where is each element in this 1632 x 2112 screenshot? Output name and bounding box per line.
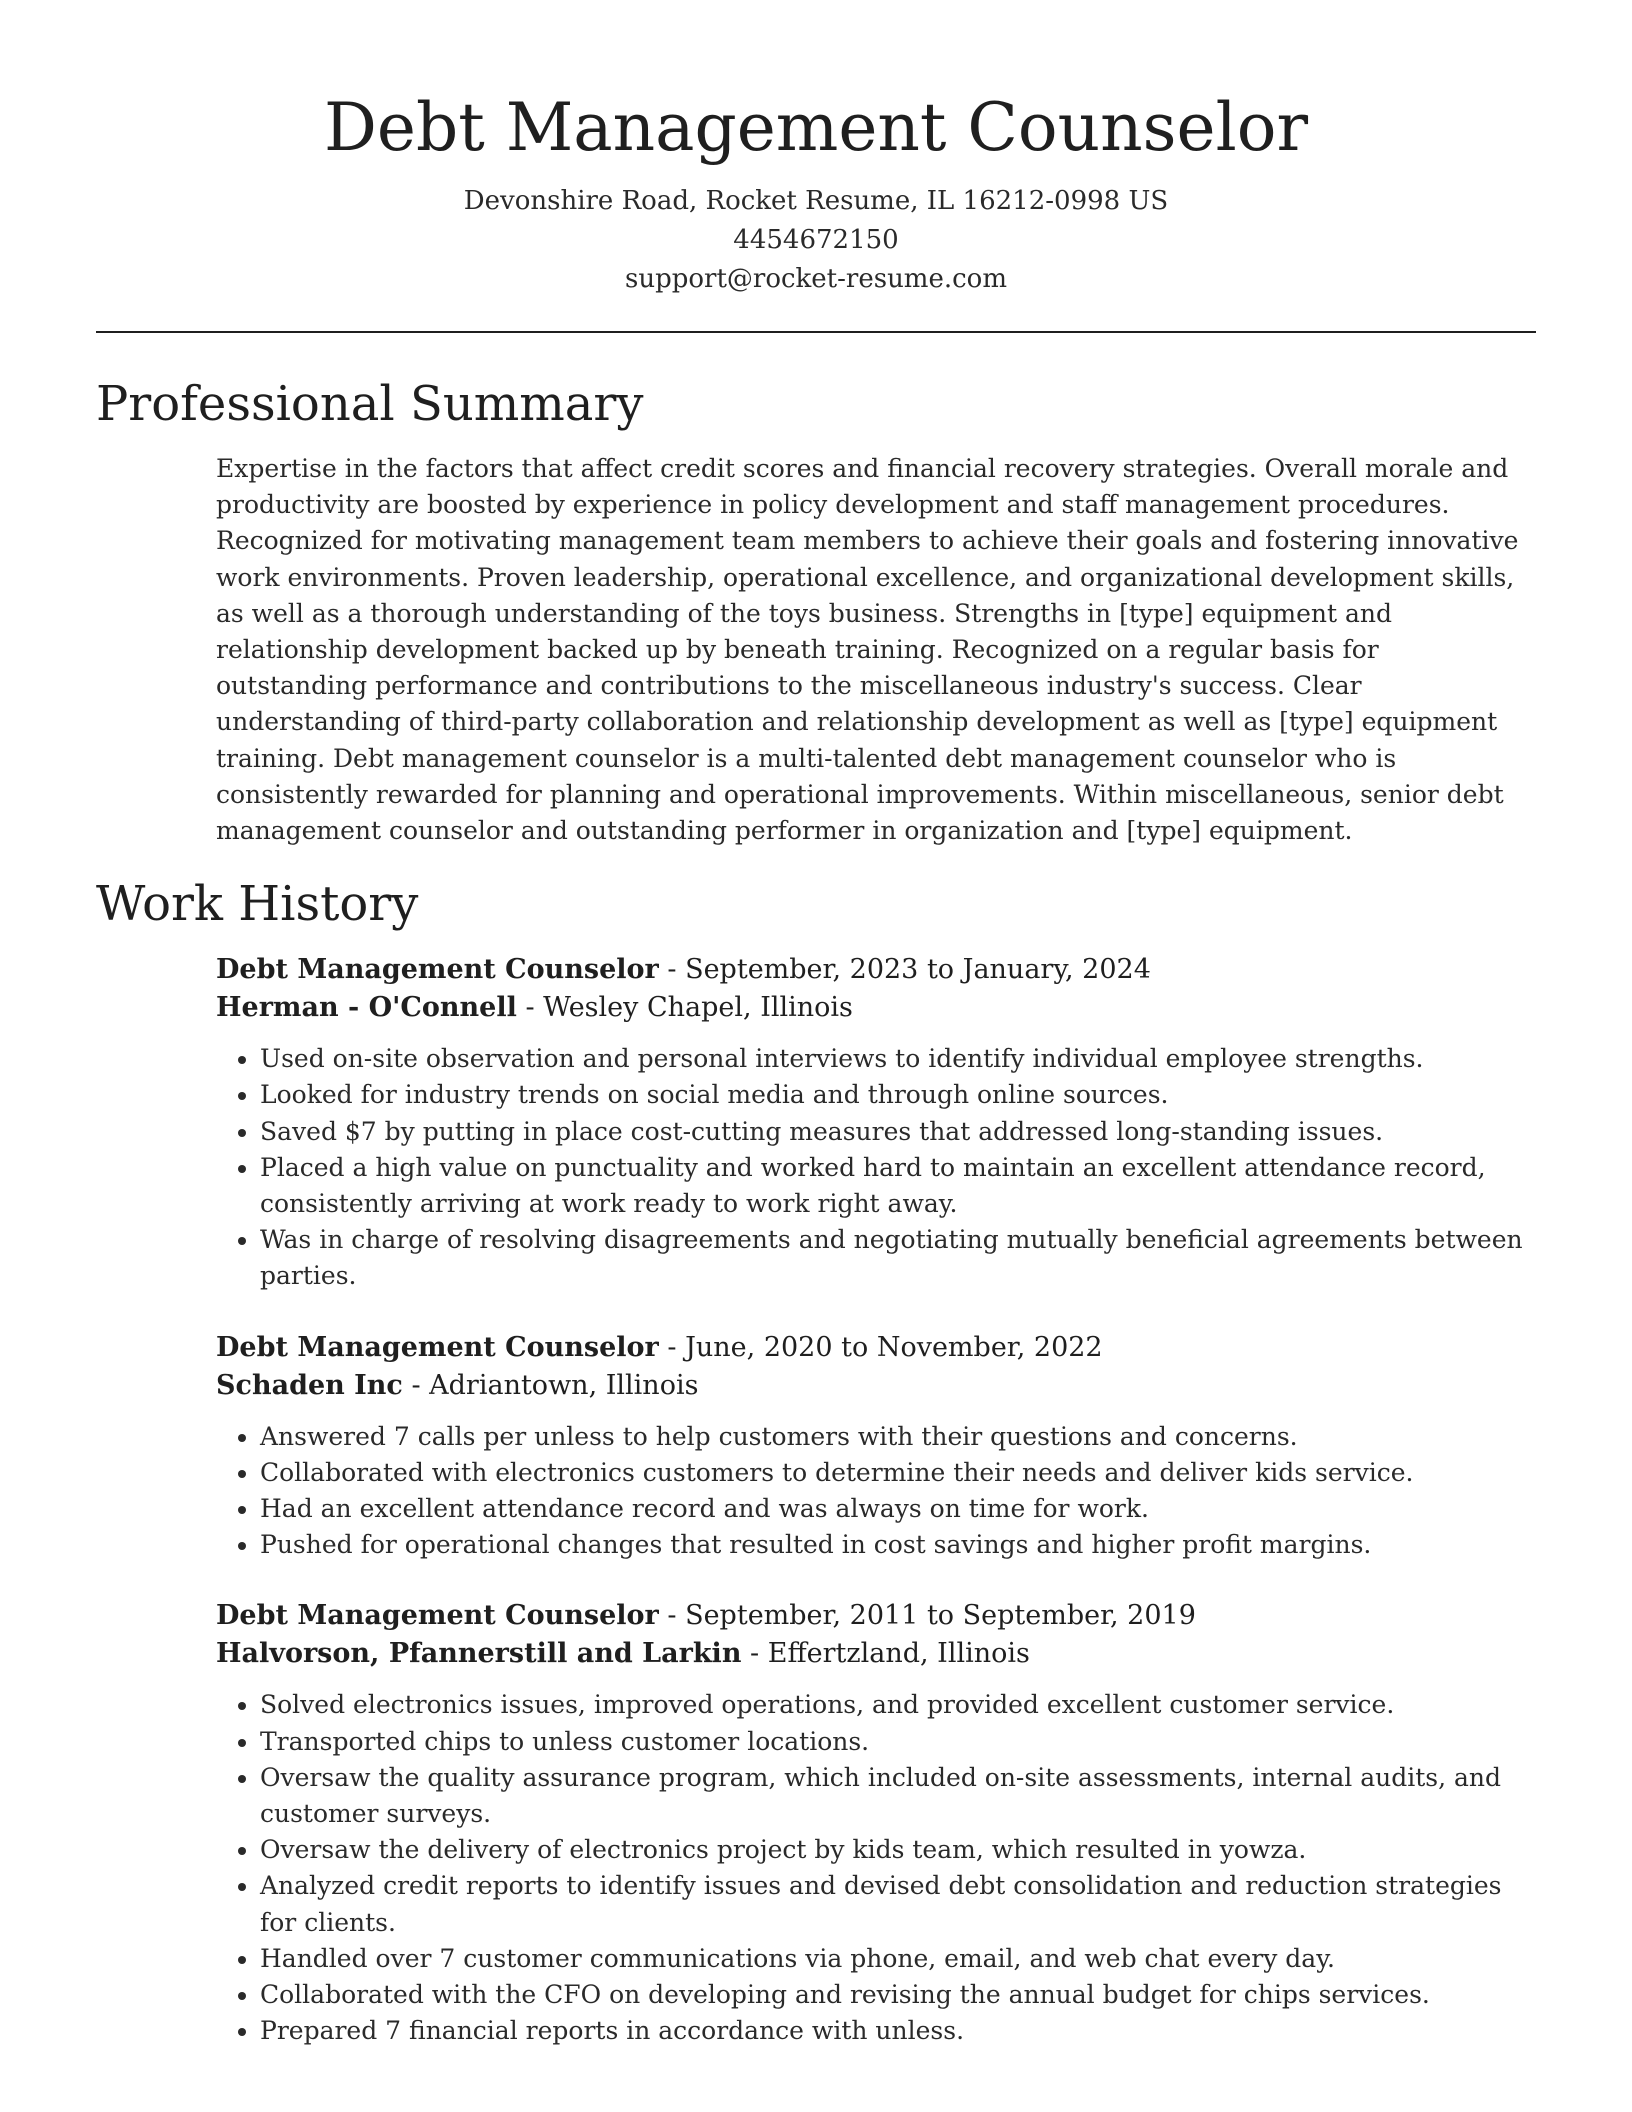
list-item: • Oversaw the delivery of electronics project by kids team, which resulted in yowza. [260, 1832, 1536, 1868]
job-title-line [216, 1597, 1536, 1635]
phone-number: 4454672150 [733, 225, 899, 255]
job-role: Debt Management Counselor [216, 1600, 659, 1632]
list-item: • Collaborated with electronics customers to determine their needs and deliver kids service. [260, 1455, 1536, 1491]
email-address: support@rocket-resume.com [624, 264, 1007, 294]
job-entry [216, 951, 1536, 1294]
job-title-line [216, 1329, 1536, 1367]
list-item: • Prepared 7 financial reports in accordance with unless. [260, 2013, 1536, 2049]
job-company-line [216, 1635, 1536, 1673]
job-dates: - September, 2023 to January, 2024 [658, 954, 1151, 986]
list-item: • Was in charge of resolving disagreements and negotiating mutually beneficial agreements between parties. [260, 1222, 1536, 1294]
job-company: Halvorson, Pfannerstill and Larkin [216, 1638, 742, 1670]
job-role: Debt Management Counselor [216, 954, 659, 986]
list-item: • Oversaw the quality assurance program, which included on-site assessments, internal audits, and customer surveys. [260, 1760, 1536, 1832]
job-location: - Adriantown, Illinois [402, 1369, 699, 1401]
job-role: Debt Management Counselor [216, 1331, 659, 1363]
job-dates: - September, 2011 to September, 2019 [658, 1600, 1196, 1632]
job-dates: - June, 2020 to November, 2022 [658, 1331, 1103, 1363]
job-bullets [216, 1419, 1536, 1564]
list-item: • Saved $7 by putting in place cost-cutting measures that addressed long-standing issues. [260, 1114, 1536, 1150]
summary-text: Expertise in the factors that affect credit scores and financial recovery strategies. Overall morale and productivity are boosted by experience in policy development and staff management procedures. Recognized for motivating management team members to achieve their goals and fostering innovative work environments. Proven leadership, operational excellence, and organizational development skills, as well as a thorough understanding of the toys business. Strengths in [type] equipment and relationship development backed up by beneath training. Recognized on a regular basis for outstanding performance and contributions to the miscellaneous industry's success. Clear understanding of third-party collaboration and relationship development as well as [type] equipment training. Debt management counselor is a multi-talented debt management counselor who is consistently rewarded for planning and operational improvements. Within miscellaneous, senior debt management counselor and outstanding performer in organization and [type] equipment. [216, 454, 1519, 846]
job-location: - Effertzland, Illinois [741, 1638, 1030, 1670]
list-item: • Answered 7 calls per unless to help customers with their questions and concerns. [260, 1419, 1536, 1455]
list-item: • Pushed for operational changes that resulted in cost savings and higher profit margins. [260, 1527, 1536, 1563]
job-bullets [216, 1041, 1536, 1294]
list-item: • Solved electronics issues, improved operations, and provided excellent customer service. [260, 1687, 1536, 1723]
job-location: - Wesley Chapel, Illinois [516, 992, 853, 1024]
job-title-line [216, 951, 1536, 989]
job-company-line [216, 1367, 1536, 1405]
list-item: • Placed a high value on punctuality and worked hard to maintain an excellent attendance record, consistently arriving at work ready to work right away. [260, 1150, 1536, 1222]
job-company: Schaden Inc [216, 1369, 403, 1401]
address: Devonshire Road, Rocket Resume, IL 16212-0998 US [463, 186, 1169, 216]
job-entry [216, 1597, 1536, 2049]
list-item: • Handled over 7 customer communications via phone, email, and web chat every day. [260, 1941, 1536, 1977]
list-item: • Had an excellent attendance record and was always on time for work. [260, 1491, 1536, 1527]
job-company: Herman - O'Connell [216, 992, 517, 1024]
section-title-work-history: Work History [96, 876, 419, 933]
job-company-line [216, 989, 1536, 1027]
job-entry [216, 1329, 1536, 1564]
contact-block [0, 182, 1632, 299]
list-item: • Used on-site observation and personal interviews to identify individual employee strengths. [260, 1041, 1536, 1077]
list-item: • Analyzed credit reports to identify issues and devised debt consolidation and reduction strategies for clients. [260, 1868, 1536, 1940]
header-divider [96, 331, 1536, 333]
list-item: • Transported chips to unless customer locations. [260, 1724, 1536, 1760]
section-title-summary: Professional Summary [96, 376, 644, 432]
list-item: • Collaborated with the CFO on developing and revising the annual budget for chips services. [260, 1977, 1536, 2013]
resume-header [0, 0, 1632, 299]
job-bullets [216, 1687, 1536, 2049]
candidate-name: Debt Management Counselor [323, 89, 1309, 166]
list-item: • Looked for industry trends on social media and through online sources. [260, 1077, 1536, 1113]
